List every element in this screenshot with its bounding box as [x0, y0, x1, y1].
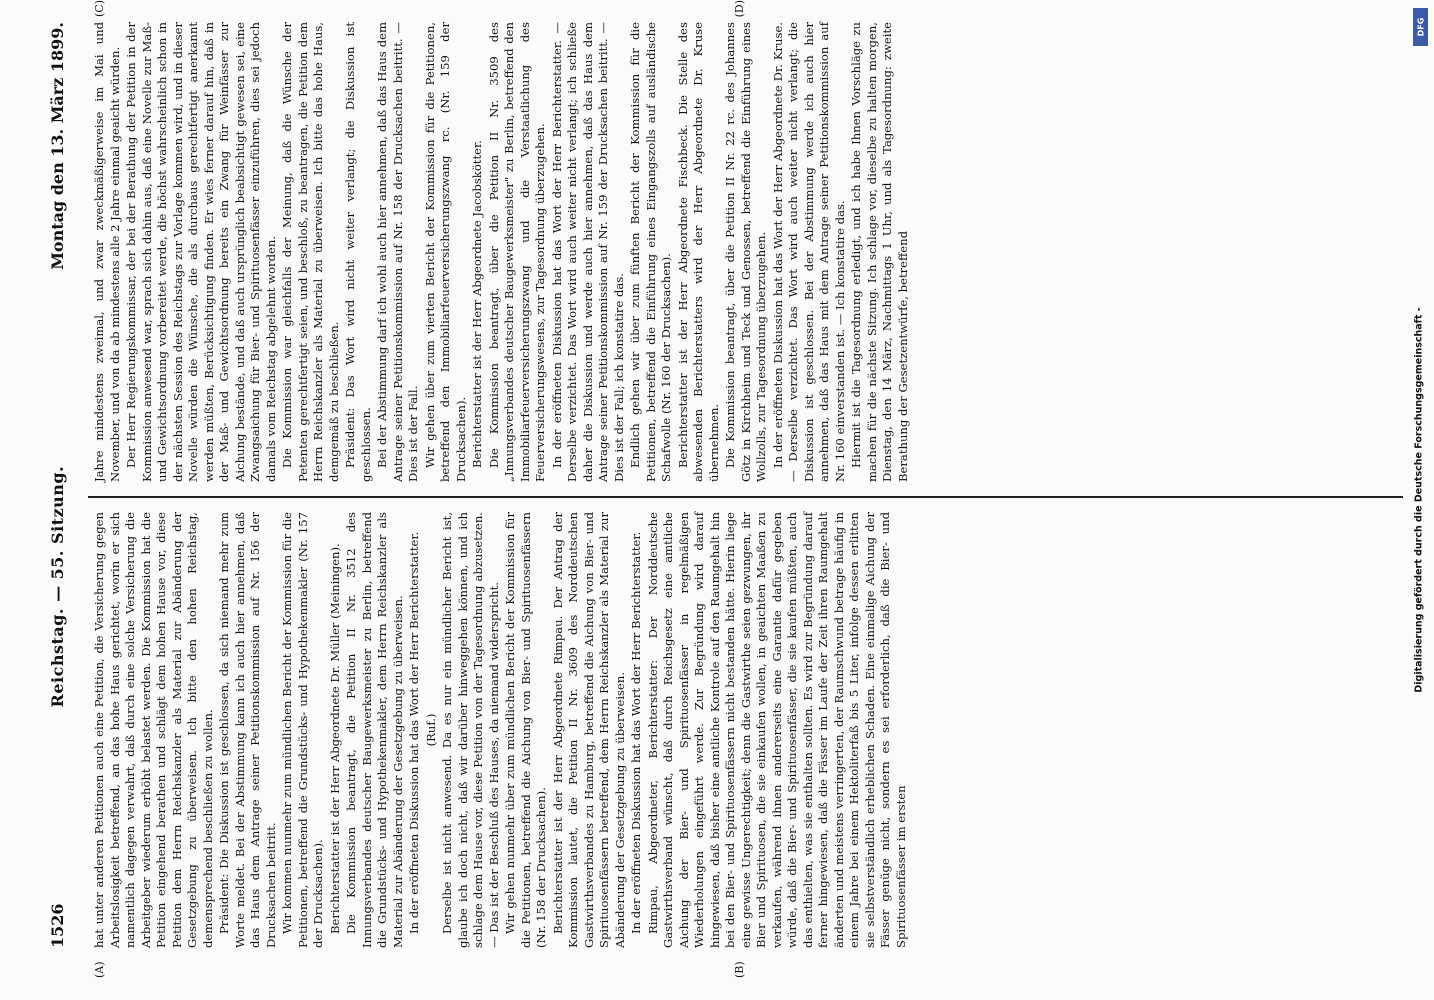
page-number: 1526 — [47, 903, 67, 948]
paragraph: Präsident: Das Wort wird nicht weiter verlangt; die Diskussion ist geschlossen. — [343, 22, 373, 482]
margin-mark-b: (B) — [733, 961, 746, 978]
dfg-badge-label: DFG — [1416, 17, 1425, 37]
paragraph: Berichterstatter ist der Herr Abgeordnete Jacobskötter. — [470, 140, 484, 468]
paragraph: (Ruf.) — [423, 713, 438, 747]
paragraph: Berichterstatter ist der Herr Abgeordnete Rimpau. Der Antrag der Kommission lautet, die Petition II Nr. 3609 des Norddeutschen Gastwirthsverbandes zu Hamburg, betreffend die Aichung von Bier- und Spirituosenfässern betreffend, dem Herrn Reichskanzler als Material zur Abänderung der Gesetzgebung zu überweisen. — [550, 512, 627, 948]
paragraph: Hiermit ist die Tagesordnung erledigt, und ich habe Ihnen Vorschläge zu machen für die nächste Sitzung. Ich schlage vor, dieselbe zu halten morgen, Dienstag, den 14 März, Nachmittags 1 Uhr, und als Tagesordnung: zweite Berathung der Gesetzentwürfe, betreffend — [849, 22, 910, 482]
credit-text: Digitalisierung gefördert durch die Deutsche Forschungsgemeinschaft - — [1413, 307, 1425, 693]
paragraph: Wir kommen nunmehr zum mündlichen Bericht der Kommission für die Petitionen, betreffend die Grundstücks- und Hypothekenmakler (Nr. 157 der Drucksachen). — [280, 512, 325, 948]
paragraph: Präsident: Die Diskussion ist geschlossen, da sich niemand mehr zum Worte meldet. Bei der Abstimmung kann ich auch hier annehmen, daß das Haus dem Antrage seiner Petitionskommission auf Nr. 156 der Drucksachen beitritt. — [217, 512, 278, 948]
paragraph: In der eröffneten Diskussion hat das Wort der Herr Berichterstatter. — Derselbe verzichtet. Das Wort wird auch weiter nicht verlangt; ich schließe daher die Diskussion und werde auch hier annehmen, daß das Haus dem Antrage seiner Petitionskommission auf Nr. 159 der Drucksachen beitritt. — Dies ist der Fall; ich konstatire das. — [549, 22, 626, 482]
paragraph: Die Kommission beantragt, die Petition II Nr. 3512 des Innungsverbandes deutscher Baugewerksmeister zu Berlin, betreffend die Grundstücks- und Hypothekenmakler, dem Herrn Reichskanzler als Material zur Abänderung der Gesetzgebung zu überweisen. — [344, 512, 405, 948]
left-column — [92, 512, 1400, 978]
paragraph: Die Kommission beantragt, über die Petition II Nr. 3509 des „Innungsverbandes deutscher Baugewerksmeister" zu Berlin, betreffend den Immobiliarfeuerversicherungszwang und die Verstaatlichung des Feuerversicherungswesens, zur Tagesordnung überzugehen. — [486, 22, 547, 482]
right-column — [92, 0, 1400, 482]
paragraph: Rimpau, Abgeordneter, Berichterstatter: Der Norddeutsche Gastwirthsverband wünscht, daß durch Reichsgesetz eine amtliche Aichung der Bier- und Spirituosenfässer in regelmäßigen Wiederholungen eingeführt werde. Zur Begründung wird darauf hingewiesen, daß bisher eine amtliche Kontrole auf den Raumgehalt hin bei den Bier- und Spirituosenfässern nicht bestanden hätte. Hierin liege eine gewisse Ungerechtigkeit; denn die Gastwirthe seien gezwungen, ihr Bier und Spirituosen, die sie einkaufen wollen, in geaichten Maaßen zu verkaufen, während ihnen andererseits eine Garantie dafür gegeben würde, daß die Bier- und Spirituosenfässer, die sie kaufen müßten, auch das enthielten, was sie enthalten sollten. Es wird zur Begründung darauf ferner hingewiesen, daß die Fässer im Laufe der Zeit ihren Raumgehalt änderten und meistens verringerten, der Raumschwund betrage häufig in einem Jahre bei einem Hektoliterfaß bis 5 Liter, infolge dessen erlitten sie selbstverständlich erheblichen Schaden. Eine einmalige Aichung der Fässer genüge nicht, sondern es sei erforderlich, daß die Bier- und Spirituosenfässer im ersten — [645, 512, 908, 948]
column-divider — [88, 497, 1403, 499]
digitization-credit — [1410, 10, 1428, 990]
paragraph: Wir gehen nunmehr über zum mündlichen Bericht der Kommission für die Petitionen, betreffend die Aichung von Bier- und Spirituosenfässern (Nr. 158 der Drucksachen). — [503, 512, 548, 948]
margin-mark-a: (A) — [93, 961, 106, 978]
session-title: Reichstag. — 55. Sitzung. — [47, 465, 67, 708]
paragraph: Die Kommission beantragt, über die Petition II Nr. 22 rc. des Johannes Götz in Kirchheim und Teck und Genossen, betreffend die Einführung eines Wollzolls, zur Tagesordnung überzugehen. — [723, 22, 768, 482]
paragraph: Derselbe ist nicht anwesend. Da es nur ein mündlicher Bericht ist, glaube ich doch nicht, daß wir darüber hinweggehen können, und ich schlage dem Hause vor, diese Petition von der Tagesordnung abzusetzen. — Das ist der Beschluß des Hauses, da niemand widerspricht. — [440, 512, 501, 948]
dfg-logo — [1413, 8, 1428, 46]
margin-mark-c: (C) — [93, 0, 106, 17]
paragraph: hat unter anderen Petitionen auch eine Petition, die Versicherung gegen Arbeitslosigkeit betreffend, an das hohe Haus gerichtet, worin er sich namentlich dagegen verwahrt, daß durch eine solche Versicherung die Arbeitgeber wiederum erhöht belastet werden. Die Kommission hat die Petition eingehend berathen und schlägt dem hohen Hause vor, diese Petition dem Herrn Reichskanzler als Material zur Abänderung der Gesetzgebung zu überweisen. Ich bitte den hohen Reichstag, demensprechend beschließen zu wollen. — [92, 512, 215, 948]
paragraph: Wir gehen über zum vierten Bericht der Kommission für die Petitionen, betreffend den Immobiliarfeuerversicherungszwang rc. (Nr. 159 der Drucksachen). — [422, 22, 468, 482]
paragraph: In der eröffneten Diskussion hat das Wort der Herr Berichterstatter. — [629, 531, 643, 934]
paragraph: Der Herr Regierungskommissar, der bei der Berathung der Petition in der Kommission anwesend war, sprach sich dahin aus, daß eine Novelle zur Maß- und Gewichtsordnung vorbereitet werde, die höchst wahrscheinlich schon in der nächsten Session des Reichstags zur Vorlage kommen wird, und in dieser Novelle würden die Wünsche, die als durchaus gerechtfertigt anerkannt werden müßten, Berücksichtigung finden. Er wies ferner darauf hin, daß in der Maß- und Gewichtsordnung bereits ein Zwang für Weinfässer zur Aichung bestände, und daß auch ursprünglich beabsichtigt gewesen sei, eine Zwangsaichung für Bier- und Spirituosenfässer einzuführen, dies sei jedoch damals vom Reichstag abgelehnt worden. — [124, 22, 278, 482]
paragraph: Berichterstatter ist der Herr Abgeordnete Fischbeck. Die Stelle des abwesenden Berichterstatters wird der Herr Abgeordnete Dr. Kruse übernehmen. — [675, 22, 721, 482]
margin-mark-d: (D) — [733, 0, 746, 18]
paragraph: Endlich gehen wir über zum fünften Bericht der Kommission für die Petitionen, betreffend die Einführung eines Eingangszolls auf ausländische Schafwolle (Nr. 160 der Drucksachen). — [628, 22, 673, 482]
session-date: Montag den 13. März 1899. — [47, 22, 67, 270]
paragraph: Berichterstatter ist der Herr Abgeordnete Dr. Müller (Meiningen). — [327, 543, 342, 934]
paragraph: In der eröffneten Diskussion hat das Wort der Herr Abgeordnete Dr. Kruse. — Derselbe verzichtet. Das Wort wird auch weiter nicht verlangt; die Diskussion ist geschlossen. Bei der Abstimmung werde ich auch hier annehmen, daß das Haus mit dem Antrage seiner Petitionskommission auf Nr. 160 einverstanden ist. — Ich konstatire das. — [770, 22, 847, 482]
page-header — [40, 22, 74, 948]
paragraph: In der eröffneten Diskussion hat das Wort der Herr Berichterstatter. — [407, 531, 421, 934]
paragraph: Bei der Abstimmung darf ich wohl auch hier annehmen, daß das Haus dem Antrage seiner Petitionskommission auf Nr. 158 der Drucksachen beitritt. — Dies ist der Fall. — [375, 22, 420, 482]
paragraph: Jahre mindestens zweimal, und zwar zweckmäßigerweise im Mai und November, und von da ab mindestens alle 2 Jahre einmal geaicht würden. — [92, 22, 122, 482]
paragraph: Die Kommission war gleichfalls der Meinung, daß die Wünsche der Petenten gerechtfertigt seien, und beschloß, zu beantragen, die Petition dem Herrn Reichskanzler als Material zu überweisen. Ich bitte das hohe Haus, demgemäß zu beschließen. — [280, 22, 341, 482]
